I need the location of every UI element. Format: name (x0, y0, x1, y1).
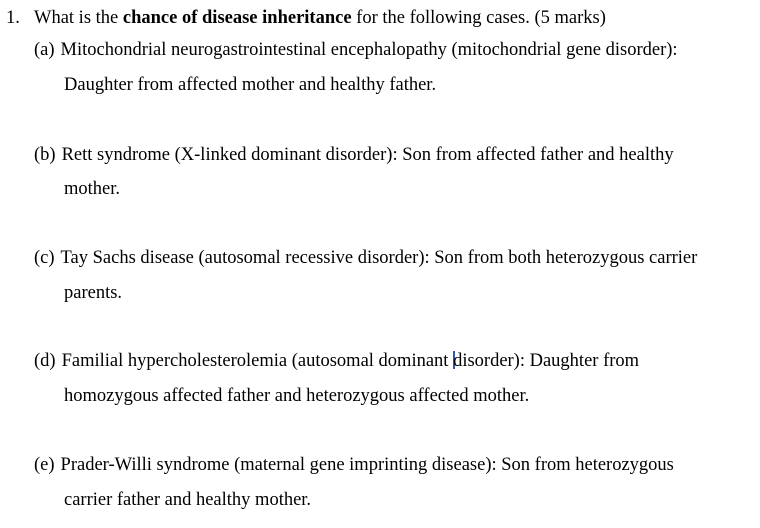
part-b-line-2: mother. (64, 179, 121, 199)
part-e-label: (e) (34, 455, 55, 475)
part-b-label: (b) (34, 145, 56, 165)
part-a-text-1: Mitochondrial neurogastrointestinal encephalopathy (mitochondrial gene disorder): (60, 40, 678, 60)
part-e-line-1 (34, 455, 674, 476)
part-c-line-2: parents. (64, 283, 123, 303)
part-b-line-1 (34, 145, 674, 166)
part-e-text-1: Prader-Willi syndrome (maternal gene imprinting disease): Son from heterozygous (60, 455, 674, 475)
part-c-text-1: Tay Sachs disease (autosomal recessive disorder): Son from both heterozygous carrier (60, 248, 698, 268)
part-d-line-2: homozygous affected father and heterozygous affected mother. (64, 386, 530, 406)
part-d-text-1a: Familial hypercholesterolemia (autosomal dominant (61, 351, 454, 371)
question-text (34, 8, 606, 28)
question-bold-phrase: chance of disease inheritance (122, 8, 352, 28)
part-d-line-1 (34, 351, 639, 372)
question-prefix: What is the (34, 8, 123, 28)
part-b-text-1: Rett syndrome (X-linked dominant disorder): Son from affected father and healthy (61, 145, 674, 165)
part-a-line-1 (34, 40, 678, 61)
part-a-line-2: Daughter from affected mother and healthy father. (64, 75, 437, 95)
question-stem (6, 6, 606, 30)
part-c-line-1 (34, 248, 697, 269)
part-a-label: (a) (34, 40, 55, 60)
part-d-text-1b: disorder): Daughter from (453, 351, 640, 371)
question-suffix: for the following cases. (5 marks) (351, 8, 606, 28)
part-d-label: (d) (34, 351, 56, 371)
part-c-label: (c) (34, 248, 55, 268)
part-e-line-2: carrier father and healthy mother. (64, 490, 312, 510)
question-number: 1. (6, 8, 20, 28)
